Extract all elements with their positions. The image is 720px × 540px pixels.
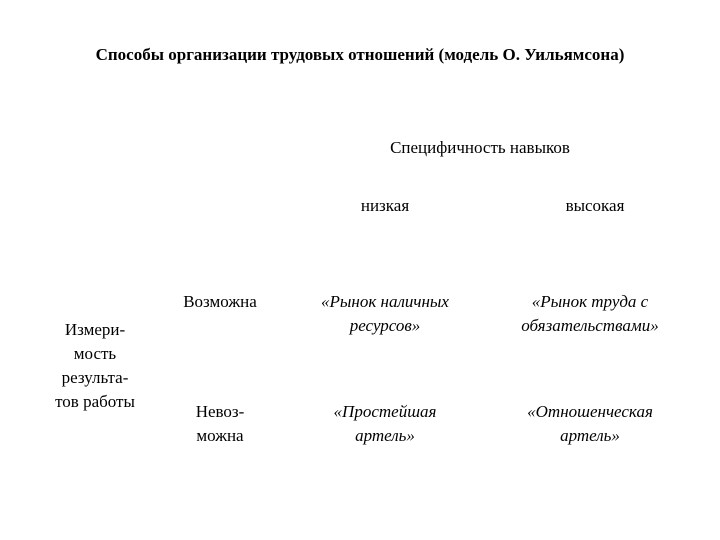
cell-line: «Рынок труда с bbox=[531, 292, 649, 311]
cell-line: ресурсов» bbox=[349, 316, 421, 335]
row-group-header-line: результа- bbox=[61, 368, 129, 387]
page-title: Способы организации трудовых отношений (модель О. Уильямсона) bbox=[95, 45, 625, 64]
row-group-header-line: тов работы bbox=[55, 392, 135, 411]
row-label-line: Невоз- bbox=[195, 402, 245, 421]
cell-line: «Отношенческая bbox=[527, 402, 653, 421]
cell-line: артель» bbox=[355, 426, 415, 445]
row-group-header bbox=[30, 318, 160, 414]
row-group-header-line: мость bbox=[73, 344, 117, 363]
cell-primitive-team bbox=[300, 400, 470, 448]
cell-line: «Простейшая bbox=[333, 402, 437, 421]
row-group-header-line: Измери- bbox=[64, 320, 126, 339]
row-label-line: Возможна bbox=[183, 292, 257, 311]
cell-line: обязательствами» bbox=[521, 316, 659, 335]
cell-relational-team bbox=[500, 400, 680, 448]
row-label-line: можна bbox=[196, 426, 244, 445]
cell-line: «Рынок наличных bbox=[321, 292, 449, 311]
cell-line: артель» bbox=[560, 426, 620, 445]
row-label-possible bbox=[160, 290, 280, 314]
column-header-high: высокая bbox=[565, 196, 625, 215]
row-label-impossible bbox=[160, 400, 280, 448]
cell-obligational-market bbox=[500, 290, 680, 338]
column-header-low: низкая bbox=[360, 196, 410, 215]
cell-spot-market bbox=[300, 290, 470, 338]
column-group-header: Специфичность навыков bbox=[390, 138, 570, 157]
